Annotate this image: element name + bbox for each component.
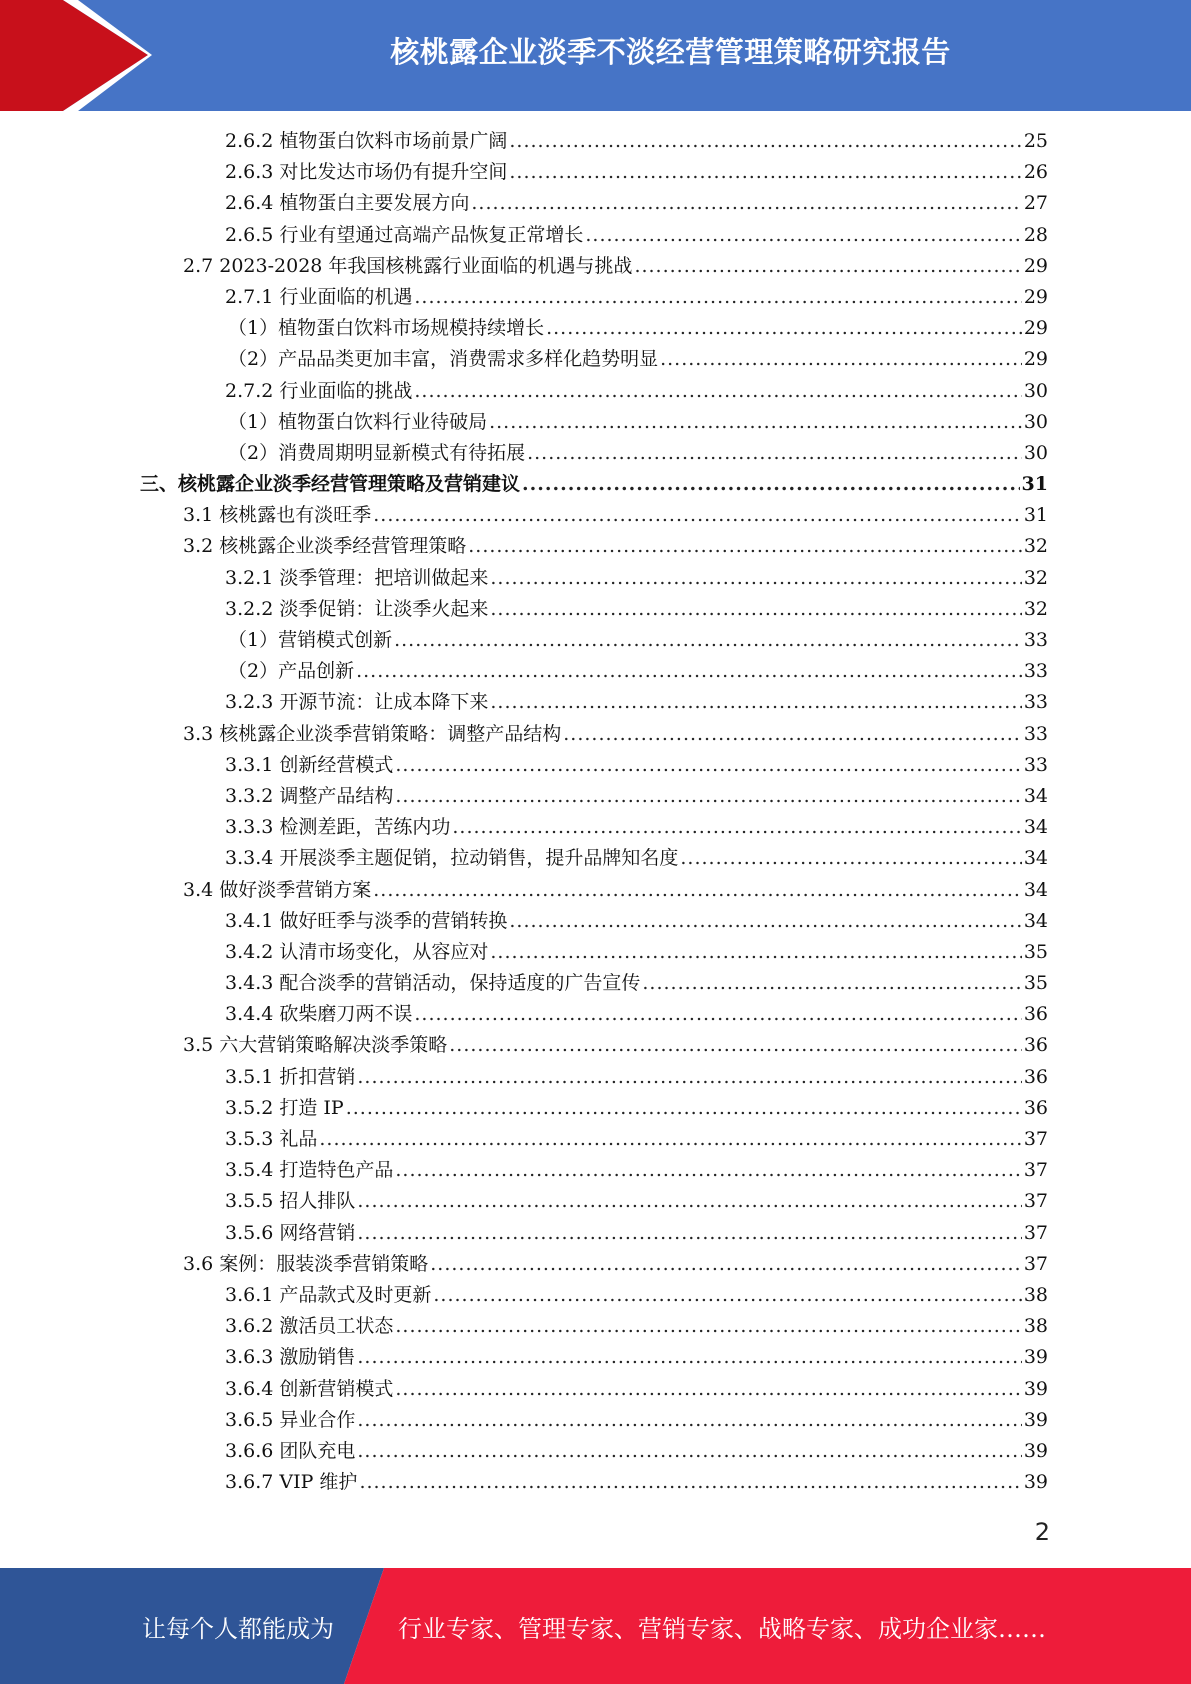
toc-dot-leader — [490, 937, 1021, 968]
toc-dot-leader — [395, 781, 1021, 812]
toc-entry[interactable] — [140, 282, 1048, 313]
toc-entry-title: 3.3.3 检测差距，苦练内功 — [225, 816, 451, 839]
toc-dot-leader — [395, 750, 1021, 781]
toc-entry-page: 39 — [1023, 1408, 1048, 1431]
toc-entry-page: 37 — [1023, 1159, 1048, 1182]
toc-dot-leader — [430, 1249, 1022, 1280]
toc-entry-page: 39 — [1023, 1377, 1048, 1400]
toc-entry-title: 3.1 核桃露也有淡旺季 — [183, 504, 372, 527]
toc-dot-leader — [563, 719, 1022, 750]
toc-entry-page: 33 — [1023, 629, 1048, 651]
toc-entry-title: 3.3.4 开展淡季主题促销，拉动销售，提升品牌知名度 — [225, 847, 679, 870]
toc-entry-page: 37 — [1023, 1252, 1048, 1275]
toc-dot-leader — [357, 1062, 1021, 1093]
toc-entry[interactable] — [140, 438, 1048, 469]
toc-entry-title: 3.5.1 折扣营销 — [225, 1065, 356, 1088]
toc-entry[interactable] — [140, 1093, 1048, 1124]
toc-entry[interactable] — [140, 875, 1048, 906]
page-number: 2 — [1034, 1518, 1050, 1546]
toc-entry-page: 28 — [1023, 223, 1048, 246]
toc-entry[interactable] — [140, 157, 1048, 188]
toc-entry-title: 2.6.5 行业有望通过高端产品恢复正常增长 — [225, 223, 584, 246]
toc-entry-title: 3.5 六大营销策略解决淡季策略 — [183, 1034, 448, 1057]
toc-entry[interactable] — [140, 313, 1048, 344]
toc-entry-title: 3.4.4 砍柴磨刀两不误 — [225, 1003, 413, 1026]
toc-entry[interactable] — [140, 1218, 1048, 1249]
toc-entry[interactable] — [140, 999, 1048, 1030]
toc-entry-page: 35 — [1023, 940, 1048, 963]
toc-entry-page: 34 — [1023, 909, 1048, 932]
toc-entry-title: 3.3 核桃露企业淡季营销策略：调整产品结构 — [183, 722, 562, 745]
toc-entry-page: 33 — [1023, 722, 1048, 745]
toc-entry-title: 3.6.2 激活员工状态 — [225, 1315, 394, 1338]
toc-entry-title: 3.4 做好淡季营销方案 — [183, 878, 372, 901]
toc-entry-title: 3.3.2 调整产品结构 — [225, 784, 394, 807]
toc-entry-title: 3.2.3 开源节流：让成本降下来 — [225, 691, 489, 714]
toc-entry[interactable] — [140, 220, 1048, 251]
toc-entry-title: 3.4.2 认清市场变化，从容应对 — [225, 940, 489, 963]
toc-dot-leader — [357, 1342, 1021, 1373]
toc-entry-title: （2）消费周期明显新模式有待拓展 — [228, 441, 526, 464]
toc-entry-title: 2.7.2 行业面临的挑战 — [225, 379, 413, 402]
toc-entry[interactable] — [140, 1342, 1048, 1373]
toc-dot-leader — [680, 843, 1021, 874]
toc-entry[interactable] — [140, 781, 1048, 812]
toc-dot-leader — [509, 157, 1021, 188]
toc-entry-page: 30 — [1023, 441, 1048, 464]
toc-entry-title: 3.6.3 激励销售 — [225, 1346, 356, 1369]
toc-entry-page: 34 — [1023, 847, 1048, 870]
toc-entry-title: 3.4.3 配合淡季的营销活动，保持适度的广告宣传 — [225, 972, 641, 995]
toc-entry[interactable] — [140, 126, 1048, 157]
table-of-contents — [140, 126, 1048, 1498]
toc-entry[interactable] — [140, 1311, 1048, 1342]
toc-entry-page: 39 — [1023, 1471, 1048, 1494]
toc-entry-page: 34 — [1023, 878, 1048, 901]
toc-dot-leader — [509, 126, 1021, 157]
toc-entry-page: 31 — [1021, 473, 1048, 496]
toc-entry[interactable] — [140, 563, 1048, 594]
toc-entry-page: 39 — [1023, 1439, 1048, 1462]
toc-entry[interactable] — [140, 500, 1048, 531]
footer-slogan-left: 让每个人都能成为 — [142, 1614, 334, 1643]
toc-entry-page: 36 — [1023, 1034, 1048, 1057]
toc-dot-leader — [509, 906, 1021, 937]
toc-entry-title: 3.5.6 网络营销 — [225, 1221, 356, 1244]
toc-entry[interactable] — [140, 1155, 1048, 1186]
toc-entry-title: （1）植物蛋白饮料行业待破局 — [228, 410, 488, 433]
toc-dot-leader — [490, 563, 1021, 594]
toc-entry[interactable] — [140, 906, 1048, 937]
toc-entry-title: （2）产品创新 — [228, 660, 355, 683]
toc-entry[interactable] — [140, 1249, 1048, 1280]
toc-dot-leader — [634, 251, 1021, 282]
toc-entry[interactable] — [140, 656, 1048, 687]
toc-entry-page: 32 — [1023, 597, 1048, 620]
toc-entry-title: 3.6.1 产品款式及时更新 — [225, 1283, 432, 1306]
toc-dot-leader — [642, 968, 1021, 999]
toc-dot-leader — [373, 875, 1022, 906]
toc-entry[interactable] — [140, 1186, 1048, 1217]
toc-entry-title: （1）植物蛋白饮料市场规模持续增长 — [228, 317, 545, 340]
toc-entry-title: 2.7 2023-2028 年我国核桃露行业面临的机遇与挑战 — [183, 254, 633, 277]
toc-dot-leader — [471, 188, 1021, 219]
toc-entry[interactable] — [140, 1405, 1048, 1436]
toc-entry-title: 3.5.2 打造 IP — [225, 1096, 344, 1119]
toc-dot-leader — [489, 407, 1022, 438]
toc-dot-leader — [433, 1280, 1021, 1311]
toc-entry-page: 36 — [1023, 1003, 1048, 1026]
toc-dot-leader — [414, 282, 1021, 313]
toc-entry-page: 33 — [1023, 753, 1048, 776]
toc-entry-page: 34 — [1023, 816, 1048, 839]
toc-entry[interactable] — [140, 1030, 1048, 1061]
toc-dot-leader — [356, 656, 1022, 687]
toc-dot-leader — [490, 687, 1021, 718]
toc-entry-title: 3.6.5 异业合作 — [225, 1408, 356, 1431]
page-footer — [0, 1568, 1191, 1684]
toc-dot-leader — [468, 531, 1022, 562]
toc-entry[interactable] — [140, 843, 1048, 874]
toc-entry[interactable] — [140, 812, 1048, 843]
toc-entry[interactable] — [140, 937, 1048, 968]
toc-dot-leader — [449, 1030, 1022, 1061]
toc-entry[interactable] — [140, 188, 1048, 219]
toc-entry[interactable] — [140, 344, 1048, 375]
toc-entry-title: 2.6.2 植物蛋白饮料市场前景广阔 — [225, 130, 508, 152]
toc-entry-page: 39 — [1023, 1346, 1048, 1369]
toc-entry-page: 29 — [1023, 317, 1048, 340]
toc-entry-page: 33 — [1023, 660, 1048, 683]
toc-dot-leader — [357, 1405, 1021, 1436]
toc-entry-title: 2.6.3 对比发达市场仍有提升空间 — [225, 161, 508, 184]
toc-entry-page: 26 — [1023, 161, 1048, 184]
toc-entry-page: 34 — [1023, 784, 1048, 807]
toc-entry-page: 32 — [1023, 566, 1048, 589]
toc-entry-title: 3.2.2 淡季促销：让淡季火起来 — [225, 597, 489, 620]
toc-entry-title: 3.3.1 创新经营模式 — [225, 753, 394, 776]
toc-entry-title: 3.5.3 礼品 — [225, 1128, 318, 1150]
toc-entry-title: 3.5.4 打造特色产品 — [225, 1159, 394, 1182]
toc-entry-page: 29 — [1023, 254, 1048, 277]
toc-dot-leader — [585, 220, 1021, 251]
toc-dot-leader — [394, 625, 1022, 656]
toc-entry-page: 30 — [1023, 379, 1048, 402]
toc-entry-title: 3.6.6 团队充电 — [225, 1439, 356, 1462]
toc-entry[interactable] — [140, 1436, 1048, 1467]
toc-entry-page: 38 — [1023, 1315, 1048, 1338]
toc-entry-title: 3.5.5 招人排队 — [225, 1190, 356, 1213]
toc-dot-leader — [660, 344, 1022, 375]
toc-entry-page: 25 — [1023, 130, 1048, 152]
toc-entry-page: 29 — [1023, 348, 1048, 371]
toc-dot-leader — [395, 1311, 1021, 1342]
toc-entry-page: 37 — [1023, 1190, 1048, 1213]
toc-dot-leader — [490, 594, 1021, 625]
toc-dot-leader — [414, 999, 1021, 1030]
page-header — [0, 0, 1191, 111]
toc-entry[interactable] — [140, 594, 1048, 625]
toc-entry-page: 32 — [1023, 535, 1048, 558]
document-title: 核桃露企业淡季不淡经营管理策略研究报告 — [390, 34, 951, 69]
toc-entry[interactable] — [140, 687, 1048, 718]
toc-entry-page: 37 — [1023, 1128, 1048, 1150]
toc-entry[interactable] — [140, 531, 1048, 562]
toc-dot-leader — [527, 438, 1022, 469]
toc-entry[interactable] — [140, 750, 1048, 781]
toc-dot-leader — [357, 1218, 1021, 1249]
toc-entry[interactable] — [140, 376, 1048, 407]
toc-entry-title: 3.2 核桃露企业淡季经营管理策略 — [183, 535, 467, 558]
toc-entry[interactable] — [140, 968, 1048, 999]
toc-dot-leader — [395, 1155, 1021, 1186]
toc-dot-leader — [414, 376, 1021, 407]
toc-entry[interactable] — [140, 251, 1048, 282]
toc-entry-page: 36 — [1023, 1065, 1048, 1088]
toc-entry-title: （1）营销模式创新 — [228, 629, 393, 651]
toc-entry[interactable] — [140, 719, 1048, 750]
toc-entry-title: 三、核桃露企业淡季经营管理策略及营销建议 — [140, 473, 521, 496]
toc-entry[interactable] — [140, 1280, 1048, 1311]
toc-entry-title: 2.6.4 植物蛋白主要发展方向 — [225, 192, 470, 215]
toc-dot-leader — [452, 812, 1021, 843]
toc-dot-leader — [357, 1436, 1021, 1467]
toc-entry-page: 33 — [1023, 691, 1048, 714]
toc-entry[interactable] — [140, 1374, 1048, 1405]
toc-entry-page: 30 — [1023, 410, 1048, 433]
toc-entry-title: 3.4.1 做好旺季与淡季的营销转换 — [225, 909, 508, 932]
footer-slogan-right: 行业专家、管理专家、营销专家、战略专家、成功企业家…… — [398, 1614, 1046, 1643]
toc-entry-title: 3.6 案例：服装淡季营销策略 — [183, 1252, 429, 1275]
toc-entry-page: 29 — [1023, 285, 1048, 308]
toc-entry-title: 3.6.4 创新营销模式 — [225, 1377, 394, 1400]
toc-dot-leader — [522, 469, 1020, 500]
toc-entry-page: 27 — [1023, 192, 1048, 215]
toc-entry-page: 38 — [1023, 1283, 1048, 1306]
toc-entry-title: 3.2.1 淡季管理：把培训做起来 — [225, 566, 489, 589]
toc-entry[interactable] — [140, 469, 1048, 500]
toc-entry-page: 37 — [1023, 1221, 1048, 1244]
toc-entry-page: 31 — [1023, 504, 1048, 527]
toc-entry-page: 35 — [1023, 972, 1048, 995]
toc-entry[interactable] — [140, 625, 1048, 656]
toc-entry[interactable] — [140, 1062, 1048, 1093]
toc-entry-title: （2）产品品类更加丰富，消费需求多样化趋势明显 — [228, 348, 659, 371]
toc-dot-leader — [373, 500, 1022, 531]
toc-entry-title: 3.6.7 VIP 维护 — [225, 1471, 358, 1494]
toc-dot-leader — [359, 1467, 1021, 1498]
toc-entry[interactable] — [140, 1124, 1048, 1155]
toc-dot-leader — [346, 1093, 1022, 1124]
toc-entry[interactable] — [140, 407, 1048, 438]
toc-dot-leader — [357, 1186, 1021, 1217]
toc-dot-leader — [319, 1124, 1021, 1155]
toc-dot-leader — [395, 1374, 1021, 1405]
toc-entry-title: 2.7.1 行业面临的机遇 — [225, 285, 413, 308]
toc-entry[interactable] — [140, 1467, 1048, 1498]
toc-entry-page: 36 — [1023, 1096, 1048, 1119]
toc-dot-leader — [546, 313, 1022, 344]
